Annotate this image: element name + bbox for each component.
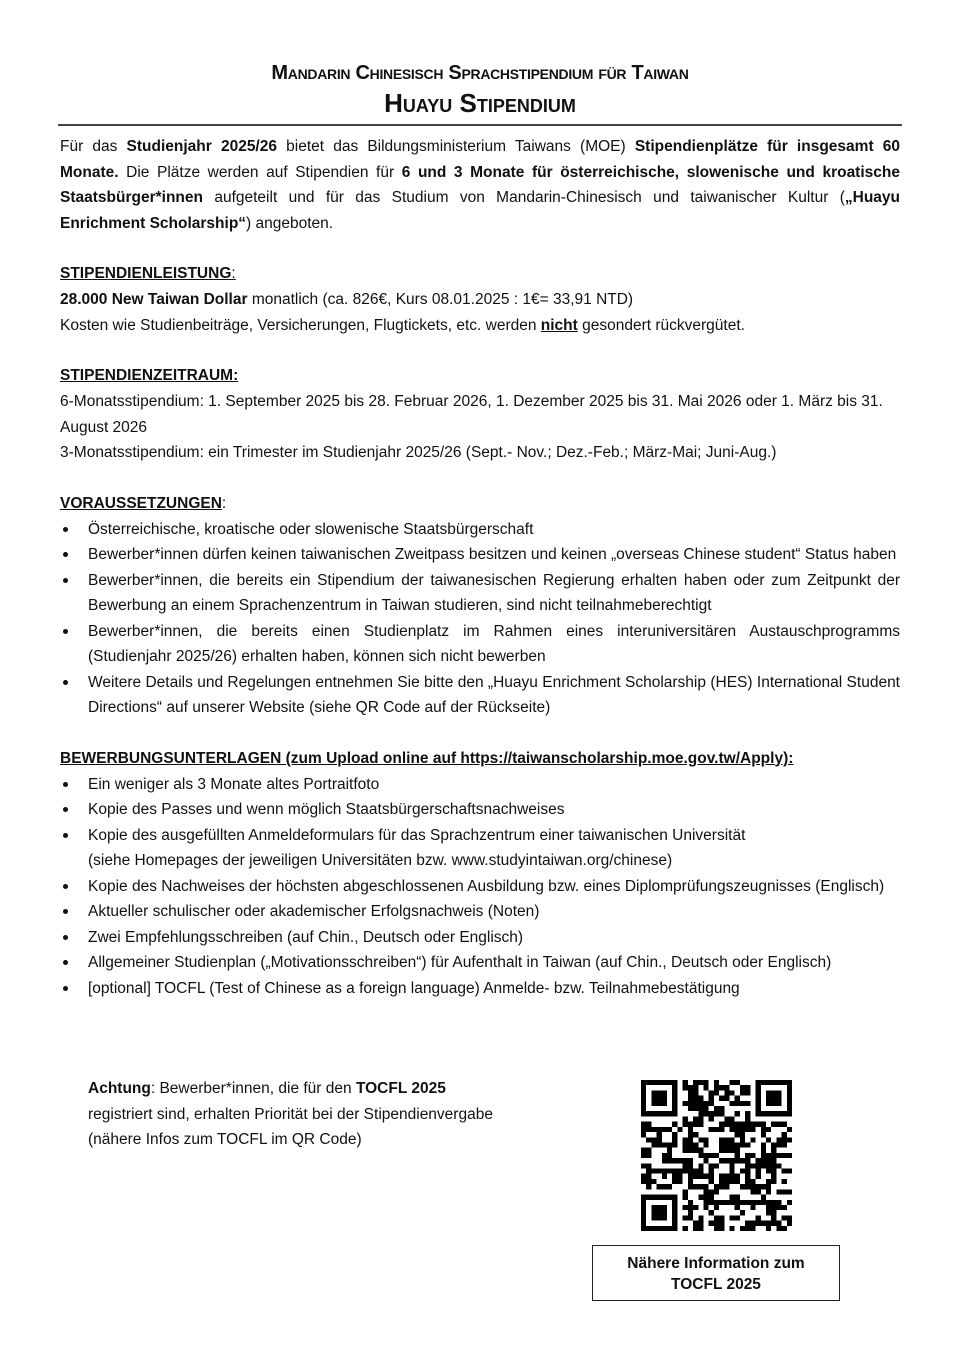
- qr-caption-box: [592, 1245, 840, 1301]
- list-item: Weitere Details und Regelungen entnehmen Sie bitte den „Huayu Enrichment Scholarship (HES) International Student Directions“ auf unserer Website (siehe QR Code auf der Rückseite): [60, 670, 900, 721]
- intro-paragraph: [60, 134, 900, 236]
- list-item: Zwei Empfehlungsschreiben (auf Chin., Deutsch oder Englisch): [60, 925, 900, 951]
- list-item: [optional] TOCFL (Test of Chinese as a foreign language) Anmelde- bzw. Teilnahmebestätigung: [60, 976, 900, 1002]
- costs-not: nicht: [540, 316, 578, 334]
- list-item: Aktueller schulischer oder akademischer Erfolgsnachweis (Noten): [60, 899, 900, 925]
- heading-colon: :: [221, 494, 227, 512]
- amount-text: monatlich (ca. 826€, Kurs 08.01.2025 : 1€= 33,91 NTD): [247, 291, 634, 308]
- sub-title: Huayu Stipendium: [384, 88, 576, 118]
- list-item: Österreichische, kroatische oder slowenische Staatsbürgerschaft: [60, 517, 900, 543]
- intro-text: Die Plätze werden auf Stipendien für: [118, 163, 402, 181]
- heading-colon: :: [231, 265, 236, 282]
- heading-text: VORAUSSETZUNGEN: [60, 494, 222, 512]
- note-text: : Bewerber*innen, die für den: [150, 1080, 356, 1097]
- amount-bold: 28.000 New Taiwan Dollar: [60, 291, 248, 308]
- requirements-list: [60, 517, 900, 721]
- section-heading: [60, 261, 900, 287]
- note-label: Achtung: [88, 1080, 151, 1097]
- note-line: [88, 1076, 528, 1102]
- list-item-text: Kopie des ausgefüllten Anmeldeformulars für das Sprachzentrum einer taiwanischen Universität: [88, 826, 746, 844]
- amount-line: [60, 287, 900, 313]
- title-divider: [58, 124, 902, 126]
- section-heading: BEWERBUNGSUNTERLAGEN (zum Upload online auf https://taiwanscholarship.moe.gov.tw/Apply):: [60, 749, 794, 767]
- list-item: Kopie des Passes und wenn möglich Staatsbürgerschaftsnachweises: [60, 797, 900, 823]
- note-line: registriert sind, erhalten Priorität bei der Stipendienvergabe: [88, 1105, 493, 1123]
- list-item: [60, 823, 900, 874]
- costs-line: [60, 313, 900, 339]
- intro-text: bietet das Bildungsministerium Taiwans (MOE): [276, 138, 635, 155]
- list-item: Bewerber*innen, die bereits ein Stipendium der taiwanesischen Regierung erhalten haben oder zum Zeitpunkt der Bewerbung an einem Sprachenzentrum in Taiwan studieren, sind nicht teilnahmeberechtigt: [60, 568, 900, 619]
- costs-text: Kosten wie Studienbeiträge, Versicherungen, Flugtickets, etc. werden: [60, 316, 541, 334]
- list-item: Ein weniger als 3 Monate altes Portraitfoto: [60, 772, 900, 798]
- period-3-month: 3-Monatsstipendium: ein Trimester im Studienjahr 2025/26 (Sept.- Nov.; Dez.-Feb.; März-Mai; Juni-Aug.): [60, 444, 777, 461]
- section-voraussetzungen: [60, 491, 900, 721]
- intro-bold: Studienjahr 2025/26: [126, 138, 277, 155]
- section-leistung: [60, 261, 900, 338]
- section-heading: [60, 491, 900, 517]
- list-item-subtext: (siehe Homepages der jeweiligen Universitäten bzw. www.studyintaiwan.org/chinese): [88, 852, 673, 869]
- main-title: Mandarin Chinesisch Sprachstipendium für Taiwan: [271, 62, 689, 84]
- period-6-month: 6-Monatsstipendium: 1. September 2025 bis 28. Februar 2026, 1. Dezember 2025 bis 31. Mai 2026 oder 1. März bis 31. August 2026: [60, 393, 883, 436]
- note-line: (nähere Infos zum TOCFL im QR Code): [88, 1131, 362, 1148]
- intro-text: ) angeboten.: [246, 214, 334, 232]
- section-unterlagen: [60, 746, 900, 1002]
- heading-text: STIPENDIENLEISTUNG: [60, 265, 232, 282]
- qr-caption-line: TOCFL 2025: [671, 1276, 761, 1293]
- list-item: Bewerber*innen, die bereits einen Studienplatz im Rahmen eines interuniversitären Austauschprogramms (Studienjahr 2025/26) erhalten haben, können sich nicht bewerben: [60, 619, 900, 670]
- documents-list: [60, 772, 900, 1002]
- intro-bold: Stipendienplätze für insgesamt 60 Monate.: [60, 138, 900, 181]
- document-page: [60, 60, 900, 1001]
- intro-text: Für das: [60, 138, 127, 155]
- qr-caption-line: Nähere Information zum: [627, 1255, 805, 1272]
- qr-code[interactable]: [641, 1080, 792, 1231]
- costs-text: gesondert rückvergütet.: [577, 316, 745, 334]
- tocfl-note: [88, 1076, 528, 1153]
- list-item: Kopie des Nachweises der höchsten abgeschlossenen Ausbildung bzw. eines Diplomprüfungszeugnisses (Englisch): [60, 874, 900, 900]
- list-item: Allgemeiner Studienplan („Motivationsschreiben“) für Aufenthalt in Taiwan (auf Chin., Deutsch oder Englisch): [60, 950, 900, 976]
- note-bold: TOCFL 2025: [355, 1080, 446, 1097]
- section-heading: STIPENDIENZEITRAUM:: [60, 367, 239, 384]
- intro-text: aufgeteilt und für das Studium von Mandarin-Chinesisch und taiwanischer Kultur (: [202, 189, 845, 206]
- intro-bold: 6 und 3 Monate für österreichische, slowenische und kroatische Staatsbürger*innen: [60, 163, 900, 206]
- section-zeitraum: [60, 363, 900, 466]
- list-item: Bewerber*innen dürfen keinen taiwanischen Zweitpass besitzen und keinen „overseas Chinese student“ Status haben: [60, 542, 900, 568]
- intro-bold: „Huayu Enrichment Scholarship“: [60, 189, 900, 232]
